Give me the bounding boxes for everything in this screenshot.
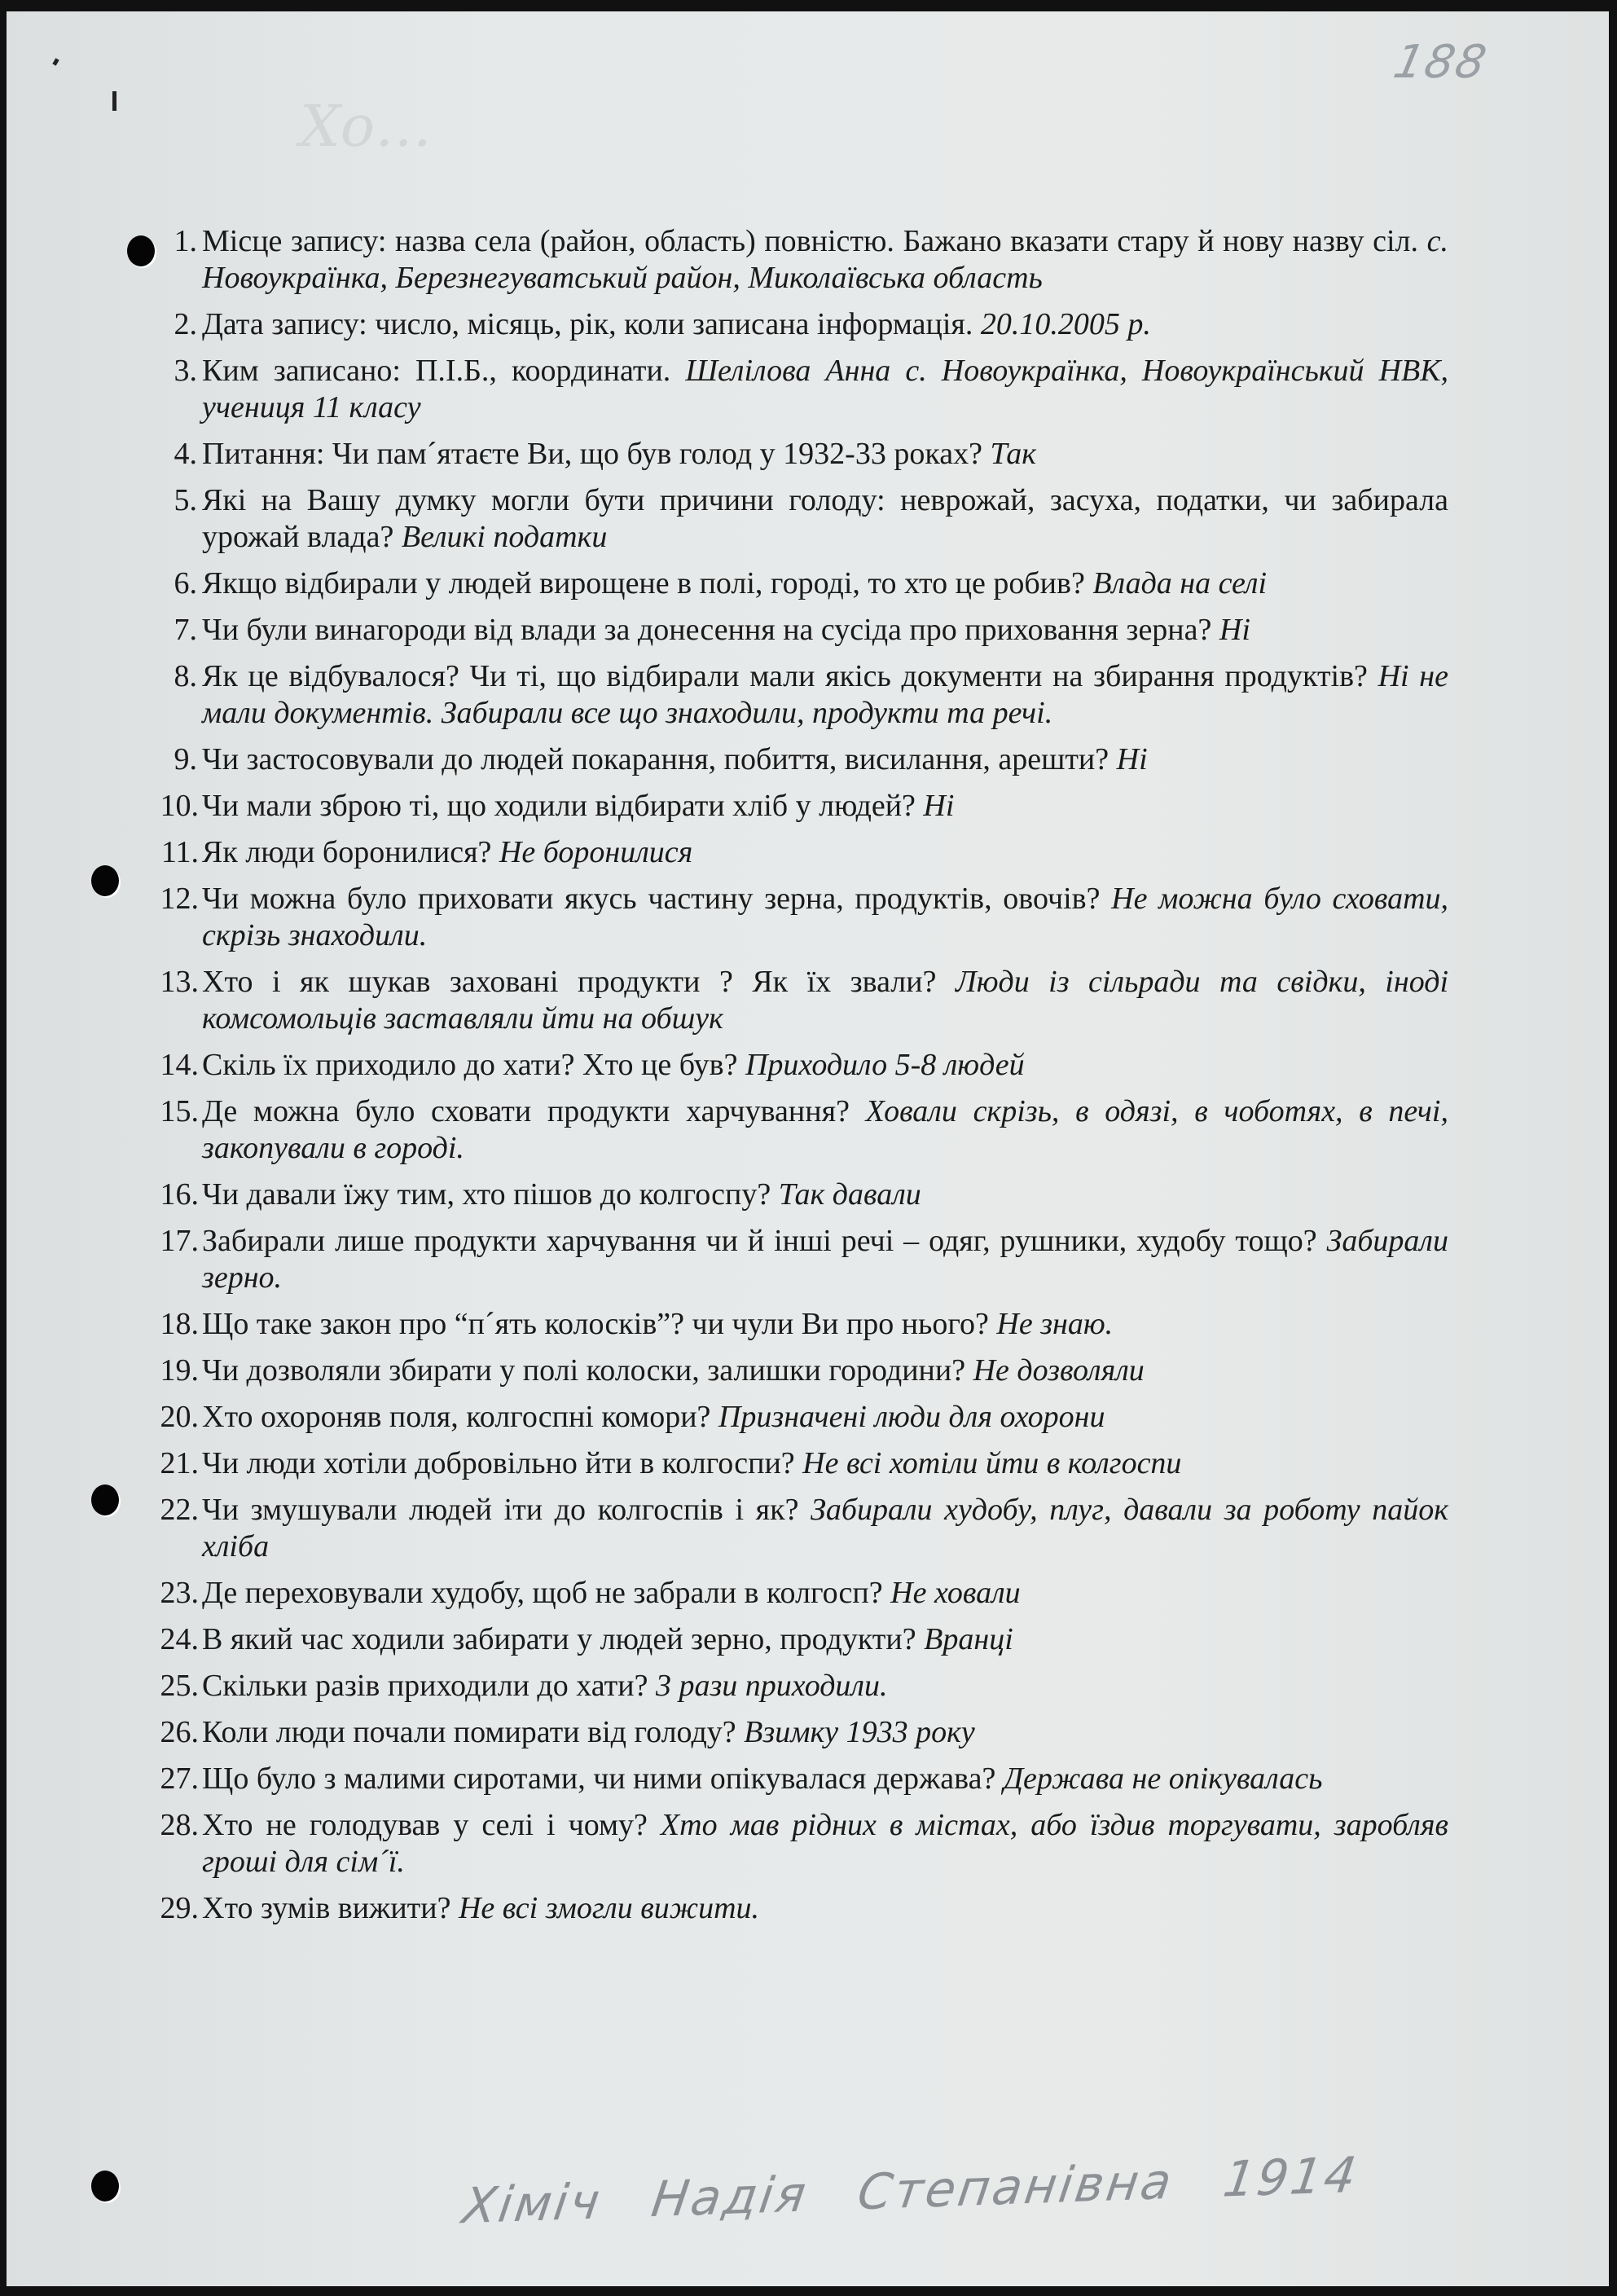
- question-text: Хто зумів вижити?: [202, 1891, 451, 1925]
- answer-text: Не боронилися: [499, 835, 693, 869]
- question-number: 11.: [160, 835, 199, 869]
- question-number: 15.: [160, 1094, 199, 1128]
- answer-text: Люди із сільради та свідки, іноді комсомольців заставляли йти на обшук: [202, 965, 1448, 1036]
- question-item: [129, 881, 1448, 954]
- answer-text: Не всі змогли вижити.: [458, 1891, 760, 1925]
- question-text: Чи дозволяли збирати у полі колоски, залишки городини?: [202, 1353, 966, 1388]
- answer-text: Вранці: [924, 1622, 1013, 1656]
- answer-text: Взимку 1933 року: [744, 1715, 975, 1749]
- question-number: 5.: [174, 483, 197, 517]
- question-item: [129, 741, 1448, 778]
- question-text: Чи змушували людей іти до колгоспів і як?: [202, 1493, 799, 1527]
- question-number: 2.: [174, 307, 197, 341]
- question-text: Що було з малими сиротами, чи ними опікувалася держава?: [202, 1762, 996, 1796]
- question-item: [129, 353, 1448, 426]
- answer-text: Не всі хотіли йти в колгоспи: [802, 1446, 1182, 1480]
- question-text: Питання: Чи пам´ятаєте Ви, що був голод у 1932-33 роках?: [202, 437, 982, 471]
- question-text: Дата запису: число, місяць, рік, коли записана інформація.: [202, 307, 973, 341]
- question-text: Місце запису: назва села (район, область) повністю. Бажано вказати стару й нову назву сіл.: [202, 224, 1419, 258]
- document-page: [7, 11, 1609, 2286]
- question-number: 24.: [160, 1622, 199, 1656]
- question-item: [129, 565, 1448, 602]
- question-number: 8.: [174, 659, 197, 693]
- question-text: Забирали лише продукти харчування чи й інші речі – одяг, рушники, худобу тощо?: [202, 1224, 1317, 1258]
- question-item: [129, 482, 1448, 556]
- question-number: 17.: [160, 1224, 199, 1258]
- answer-text: Ховали скрізь, в одязі, в чоботях, в печі, закопували в городі.: [202, 1094, 1448, 1165]
- question-item: [129, 1093, 1448, 1167]
- question-text: Як це відбувалося? Чи ті, що відбирали мали якісь документи на збирання продуктів?: [202, 659, 1368, 693]
- question-item: [129, 1492, 1448, 1565]
- question-number: 16.: [160, 1177, 199, 1212]
- question-text: Чи можна було приховати якусь частину зерна, продуктів, овочів?: [202, 882, 1101, 916]
- question-item: [129, 1621, 1448, 1658]
- question-number: 23.: [160, 1576, 199, 1610]
- question-number: 7.: [174, 613, 197, 647]
- question-number: 20.: [160, 1400, 199, 1434]
- questionnaire-list: [129, 223, 1448, 1937]
- punch-hole: [91, 1484, 119, 1515]
- question-text: Чи були винагороди від влади за донесення на сусіда про приховання зерна?: [202, 613, 1212, 647]
- answer-text: Не можна було сховати, скрізь знаходили.: [202, 882, 1449, 952]
- question-text: Скільки разів приходили до хати?: [202, 1669, 648, 1703]
- question-item: [129, 834, 1448, 871]
- question-number: 22.: [160, 1493, 199, 1527]
- answer-text: Забирали худобу, плуг, давали за роботу пайок хліба: [202, 1493, 1448, 1564]
- question-text: Чи застосовували до людей покарання, побиття, висилання, арешти?: [202, 742, 1109, 776]
- question-number: 29.: [160, 1891, 199, 1925]
- question-text: Де можна було сховати продукти харчування?: [202, 1094, 850, 1128]
- answer-text: Влада на селі: [1092, 566, 1268, 600]
- question-text: Якщо відбирали у людей вирощене в полі, городі, то хто це робив?: [202, 566, 1085, 600]
- question-number: 28.: [160, 1808, 199, 1842]
- question-item: [129, 1306, 1448, 1343]
- answer-text: Забирали зерно.: [202, 1224, 1448, 1295]
- question-text: В який час ходили забирати у людей зерно, продукти?: [202, 1622, 916, 1656]
- answer-text: Шелілова Анна с. Новоукраїнка, Новоукраїнський НВК, учениця 11 класу: [202, 354, 1448, 424]
- answer-text: Ні: [1116, 742, 1148, 776]
- question-item: [129, 1807, 1448, 1880]
- question-item: [129, 1047, 1448, 1084]
- mark: [112, 91, 116, 111]
- question-number: 3.: [174, 354, 197, 388]
- question-number: 9.: [174, 742, 197, 776]
- question-text: Хто охороняв поля, колгоспні комори?: [202, 1400, 711, 1434]
- question-text: Як люди боронилися?: [202, 835, 492, 869]
- question-item: [129, 658, 1448, 732]
- question-text: Що таке закон про “п´ять колосків”? чи чули Ви про нього?: [202, 1307, 989, 1341]
- answer-text: 20.10.2005 р.: [980, 307, 1151, 341]
- question-item: [129, 1575, 1448, 1612]
- mark: [52, 58, 59, 65]
- question-number: 12.: [160, 882, 199, 916]
- answer-text: Великі податки: [401, 520, 608, 554]
- question-item: [129, 612, 1448, 649]
- page-number: 188: [1389, 36, 1492, 89]
- answer-text: Не дозволяли: [973, 1353, 1145, 1388]
- question-number: 10.: [160, 789, 199, 823]
- question-text: Хто і як шукав заховані продукти ? Як їх звали?: [202, 965, 937, 999]
- question-number: 21.: [160, 1446, 199, 1480]
- question-item: [129, 1761, 1448, 1797]
- question-text: Скіль їх приходило до хати? Хто це був?: [202, 1048, 738, 1082]
- answer-text: 3 рази приходили.: [655, 1669, 888, 1703]
- question-item: [129, 964, 1448, 1037]
- answer-text: Так: [990, 437, 1036, 471]
- question-item: [129, 1223, 1448, 1296]
- answer-text: с. Новоукраїнка, Березнегуватський район, Миколаївська область: [202, 224, 1448, 295]
- question-number: 26.: [160, 1715, 199, 1749]
- question-item: [129, 306, 1448, 343]
- answer-text: Так давали: [778, 1177, 921, 1212]
- question-item: [129, 1668, 1448, 1704]
- question-text: Де переховували худобу, щоб не забрали в колгосп?: [202, 1576, 883, 1610]
- question-text: Чи мали зброю ті, що ходили відбирати хліб у людей?: [202, 789, 916, 823]
- punch-hole: [91, 2171, 119, 2201]
- faint-pencil-mark: Хо…: [300, 93, 432, 160]
- question-text: Чи давали їжу тим, хто пішов до колгоспу?: [202, 1177, 771, 1212]
- question-item: [129, 223, 1448, 297]
- question-number: 27.: [160, 1762, 199, 1796]
- answer-text: Призначені люди для охорони: [718, 1400, 1105, 1434]
- question-text: Ким записано: П.І.Б., координати.: [202, 354, 671, 388]
- question-item: [129, 1445, 1448, 1482]
- question-number: 25.: [160, 1669, 199, 1703]
- answer-text: Ні не мали документів. Забирали все що знаходили, продукти та речі.: [202, 659, 1449, 730]
- question-item: [129, 436, 1448, 473]
- question-text: Коли люди почали помирати від голоду?: [202, 1715, 736, 1749]
- question-item: [129, 1890, 1448, 1927]
- handwritten-signature: Хіміч Надія Степанівна 1914: [459, 2146, 1362, 2236]
- question-number: 14.: [160, 1048, 199, 1082]
- question-number: 18.: [160, 1307, 199, 1341]
- question-number: 4.: [174, 437, 197, 471]
- question-text: Які на Вашу думку могли бути причини голоду: неврожай, засуха, податки, чи забирала урожай влада?: [202, 483, 1448, 554]
- answer-text: Ні: [923, 789, 955, 823]
- question-text: Чи люди хотіли добровільно йти в колгоспи?: [202, 1446, 795, 1480]
- question-number: 13.: [160, 965, 199, 999]
- answer-text: Не знаю.: [996, 1307, 1114, 1341]
- answer-text: Приходило 5-8 людей: [745, 1048, 1025, 1082]
- question-number: 1.: [174, 224, 197, 258]
- question-number: 6.: [174, 566, 197, 600]
- question-item: [129, 1177, 1448, 1213]
- punch-hole: [91, 865, 119, 896]
- question-item: [129, 1353, 1448, 1389]
- question-text: Хто не голодував у селі і чому?: [202, 1808, 648, 1842]
- answer-text: Не ховали: [890, 1576, 1021, 1610]
- answer-text: Ні: [1219, 613, 1250, 647]
- question-number: 19.: [160, 1353, 199, 1388]
- question-item: [129, 1399, 1448, 1436]
- question-item: [129, 788, 1448, 825]
- answer-text: Хто мав рідних в містах, або їздив торгувати, заробляв гроші для сім´ї.: [202, 1808, 1448, 1879]
- answer-text: Держава не опікувалась: [1003, 1762, 1323, 1796]
- question-item: [129, 1714, 1448, 1751]
